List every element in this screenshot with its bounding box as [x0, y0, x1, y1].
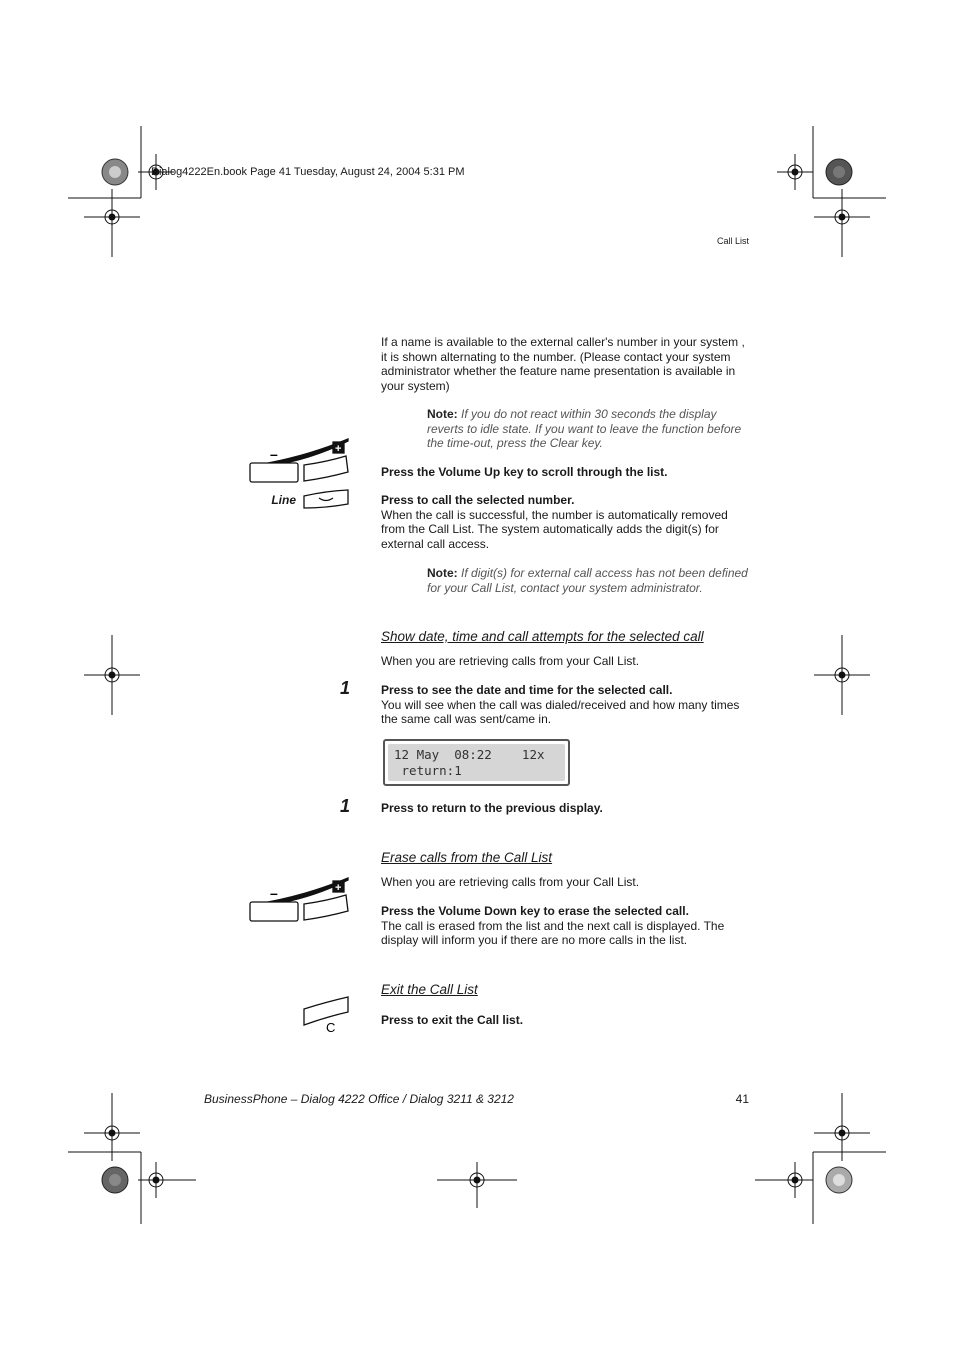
- phone-display: [383, 739, 570, 786]
- crosshair-targets: [84, 154, 870, 1208]
- volume-key-icon-2: [250, 878, 348, 921]
- note-timeout: [427, 407, 753, 451]
- color-targets: [102, 159, 852, 1193]
- erase-text: The call is erased from the list and the next call is displayed. The display will inform you if there are no more calls in the list.: [381, 918, 725, 948]
- line-key-icon: [304, 490, 348, 508]
- print-header: Dialog4222En.book Page 41 Tuesday, August 24, 2004 5:31 PM: [151, 166, 465, 178]
- call-text: When the call is successful, the number is automatically removed from the Call List. The system automatically adds the digit(s) for external call access.: [381, 507, 728, 551]
- clear-key-label: C: [326, 1020, 336, 1035]
- show-step1-bold: Press to see the date and time for the selected call.: [381, 683, 673, 697]
- show-step1-text: You will see when the call was dialed/received and how many times the same call was sent/came in.: [381, 697, 740, 727]
- footer-title: BusinessPhone – Dialog 4222 Office / Dialog 3211 & 3212: [204, 1092, 514, 1106]
- heading-show-date: Show date, time and call attempts for the selected call: [381, 629, 704, 644]
- erase-intro: When you are retrieving calls from your Call List.: [381, 875, 640, 889]
- show-step1: [381, 683, 753, 727]
- scroll-instruction: Press the Volume Up key to scroll through the list.: [381, 465, 668, 479]
- show-intro: When you are retrieving calls from your Call List.: [381, 654, 640, 668]
- call-instruction-block: [381, 493, 753, 551]
- display-line-1: 12 May 08:22 12x: [394, 747, 545, 762]
- erase-bold: Press the Volume Down key to erase the selected call.: [381, 904, 689, 918]
- heading-exit: Exit the Call List: [381, 982, 478, 997]
- volume-key-icon: [250, 439, 348, 482]
- erase-step: [381, 904, 753, 948]
- intro-paragraph: If a name is available to the external caller's number in your system , it is shown alternating to the number. (Please contact your system administrator whether the feature name presentation is available in your system): [381, 335, 745, 393]
- note-text-2: If digit(s) for external call access has not been defined for your Call List, contact your system administrator.: [427, 566, 748, 595]
- show-step2: Press to return to the previous display.: [381, 801, 603, 815]
- digit-1-key: 1: [339, 678, 350, 698]
- volume-plus-symbol-2: +: [335, 882, 342, 894]
- display-line-2: return:1: [394, 763, 462, 778]
- digit-1-key-2: 1: [339, 796, 350, 816]
- volume-minus-symbol-2: –: [270, 885, 278, 901]
- note-label-2: Note:: [427, 566, 458, 580]
- volume-plus-symbol: +: [335, 443, 342, 455]
- heading-erase: Erase calls from the Call List: [381, 850, 553, 865]
- note-digits: [427, 566, 753, 595]
- call-instruction: Press to call the selected number.: [381, 493, 575, 507]
- line-key-label: Line: [271, 493, 296, 507]
- note-text: If you do not react within 30 seconds the display reverts to idle state. If you want to leave the function before the time-out, press the Clear key.: [427, 407, 742, 451]
- volume-minus-symbol: –: [270, 446, 278, 462]
- page-number: 41: [735, 1092, 749, 1106]
- note-label: Note:: [427, 407, 458, 421]
- running-head: Call List: [716, 236, 749, 246]
- exit-step: Press to exit the Call list.: [381, 1013, 524, 1027]
